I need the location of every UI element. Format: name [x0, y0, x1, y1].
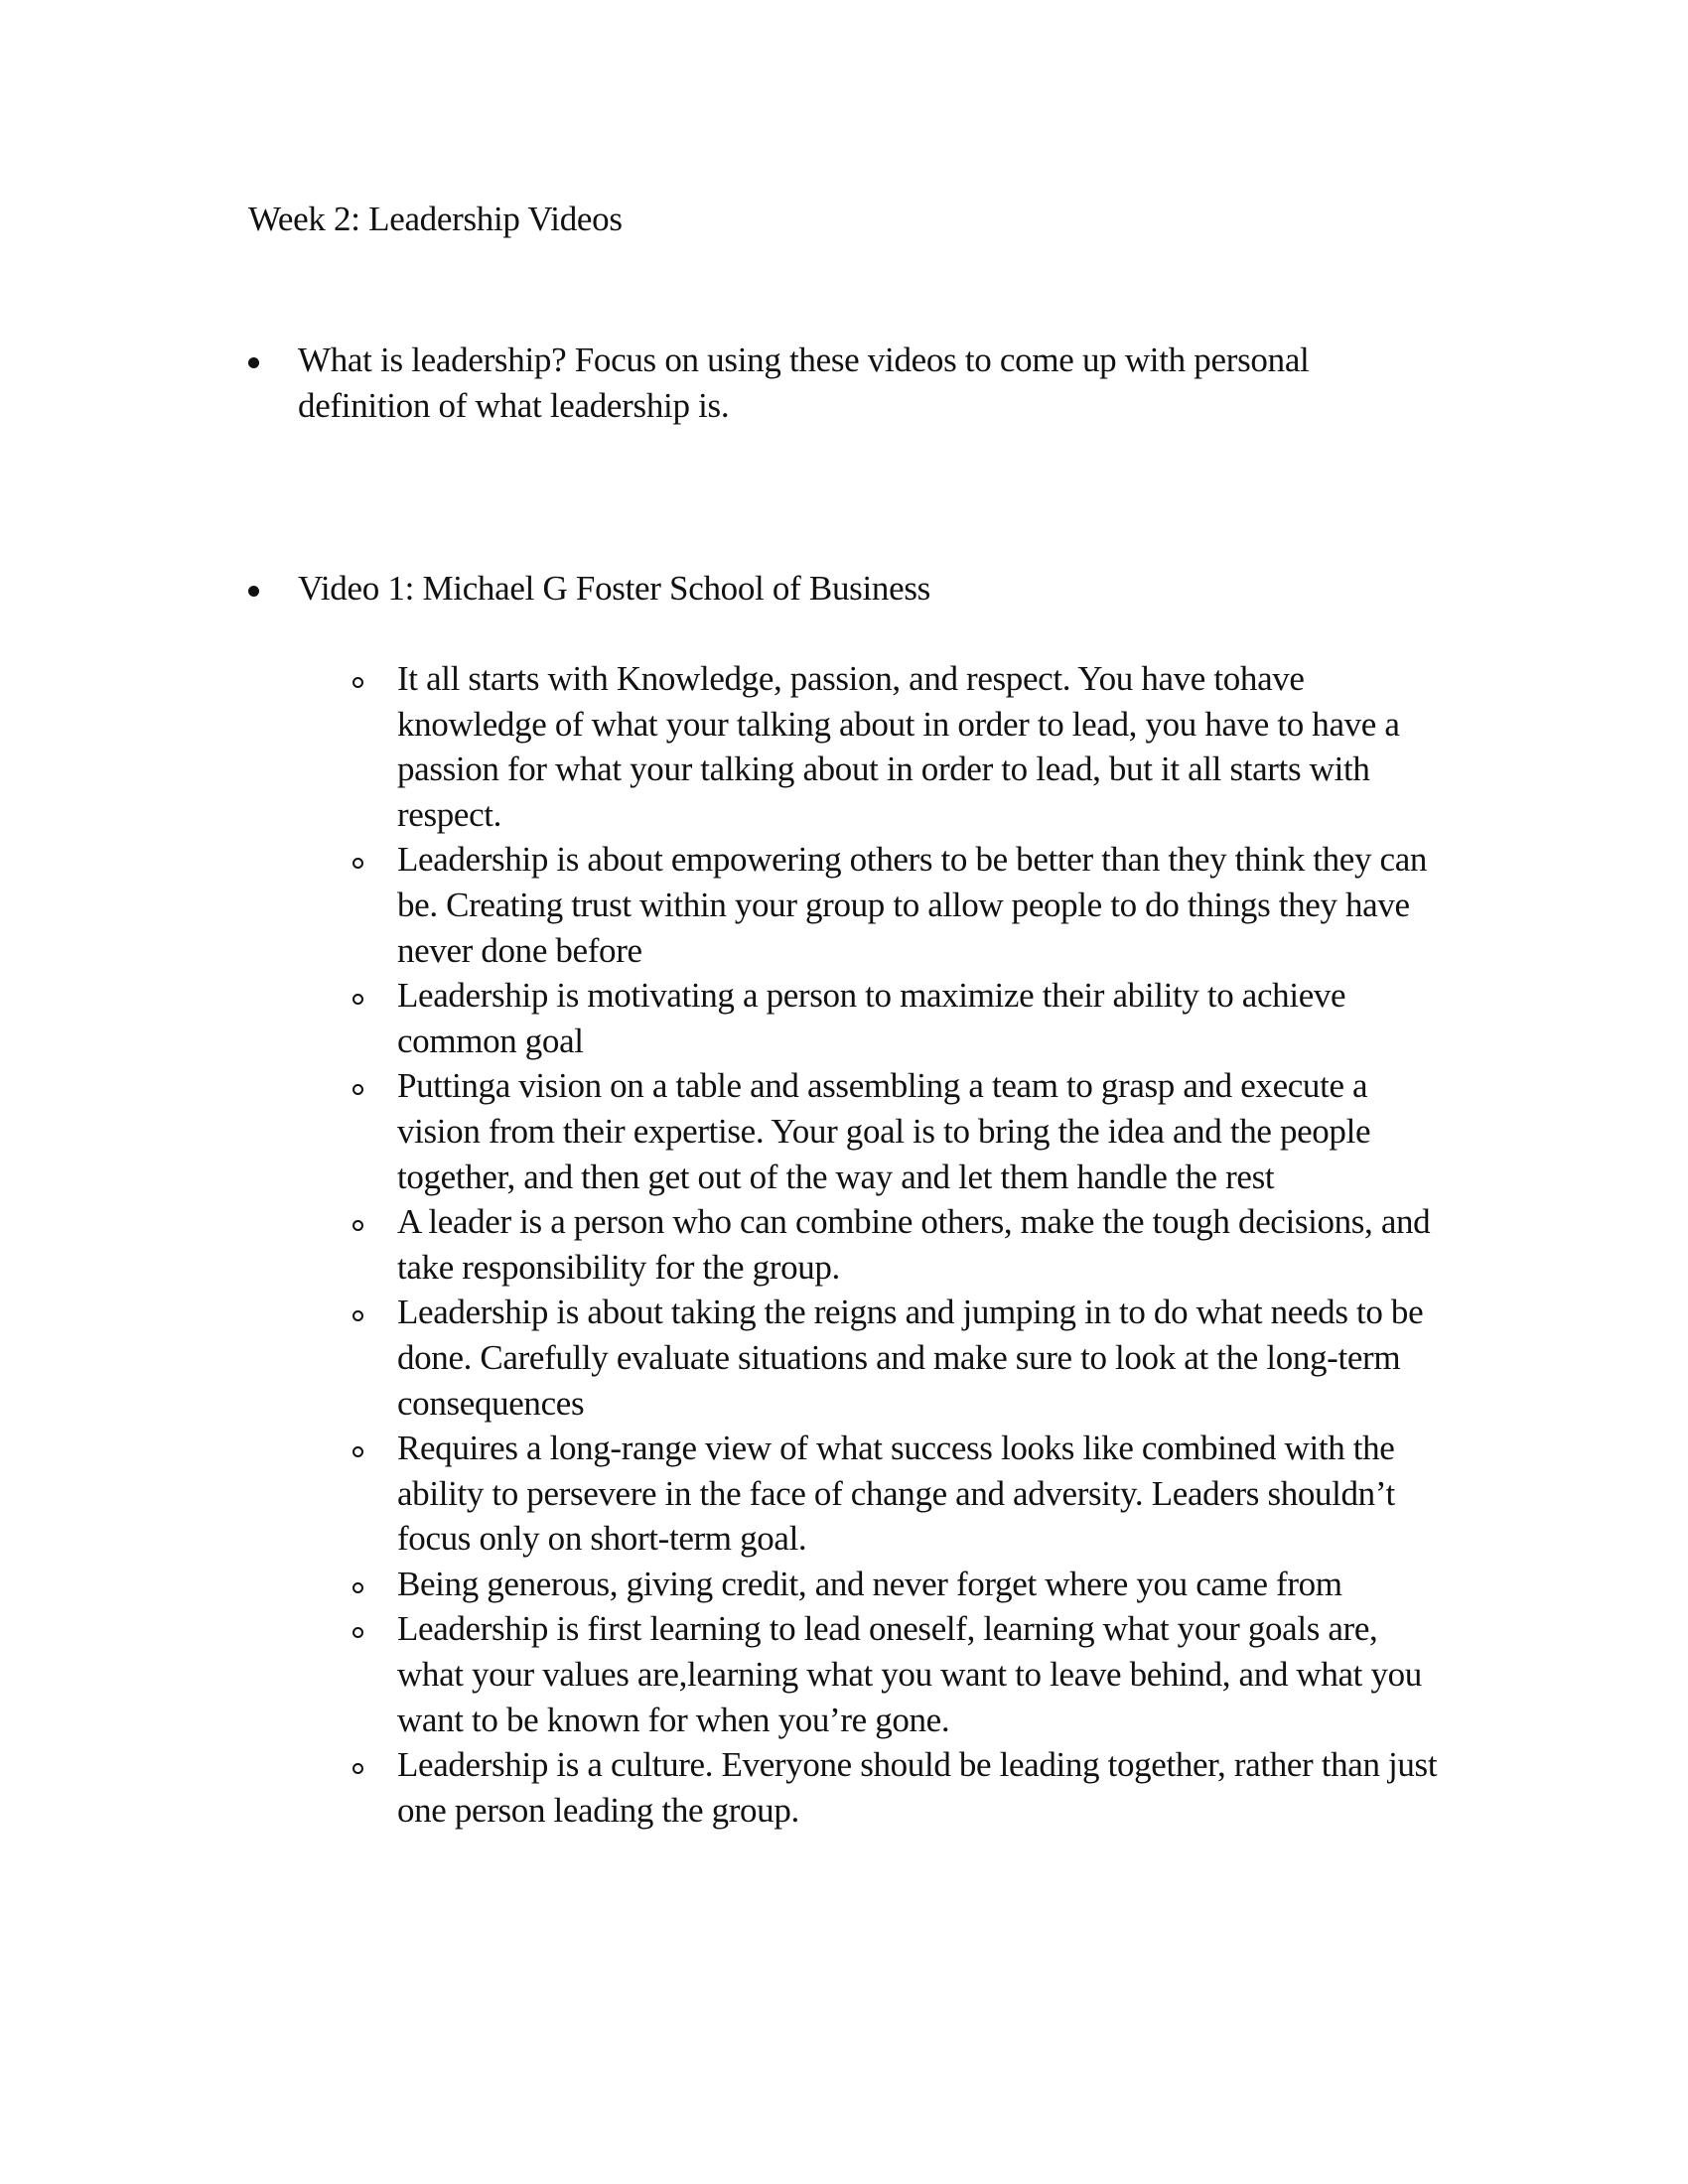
- page-title: Week 2: Leadership Videos: [248, 200, 623, 238]
- hollow-bullet-icon: [352, 1582, 363, 1593]
- hollow-bullet-icon: [352, 677, 363, 688]
- hollow-bullet-icon: [352, 1084, 363, 1095]
- hollow-bullet-icon: [352, 1627, 363, 1638]
- video-1-notes-list: [348, 656, 1450, 1833]
- list-item: [348, 1063, 1450, 1199]
- list-item: [348, 1199, 1450, 1290]
- hollow-bullet-icon: [352, 1446, 363, 1457]
- bullet-icon: [248, 357, 259, 368]
- list-item: [348, 656, 1450, 837]
- bullet-item-video-1: [248, 566, 1440, 612]
- list-item-text: Leadership is a culture. Everyone should be leading together, rather than just one person leading the group.: [397, 1745, 1438, 1830]
- bullet-text: What is leadership? Focus on using these videos to come up with personal definition of what leadership is.: [298, 341, 1310, 425]
- hollow-bullet-icon: [352, 858, 363, 869]
- list-item-text: A leader is a person who can combine others, make the tough decisions, and take responsibility for the group.: [397, 1202, 1431, 1287]
- list-item-text: Puttinga vision on a table and assembling a team to grasp and execute a vision from their expertise. Your goal is to bring the idea and the people together, and then get out of the way and let them handle the rest: [397, 1066, 1371, 1196]
- hollow-bullet-icon: [352, 994, 363, 1005]
- hollow-bullet-icon: [352, 1220, 363, 1231]
- list-item-text: Leadership is about taking the reigns and jumping in to do what needs to be done. Carefully evaluate situations and make sure to look at the long-term consequences: [397, 1293, 1424, 1423]
- bullet-text: Video 1: Michael G Foster School of Business: [298, 569, 931, 608]
- list-item: [348, 837, 1450, 973]
- hollow-bullet-icon: [352, 1310, 363, 1321]
- bullet-item-question: [248, 338, 1440, 428]
- list-item-text: Leadership is first learning to lead oneself, learning what your goals are, what your values are,learning what you want to leave behind, and what you want to be known for when you’re gone.: [397, 1609, 1422, 1739]
- list-item-text: Leadership is motivating a person to maximize their ability to achieve common goal: [397, 976, 1346, 1060]
- list-item: [348, 1606, 1450, 1742]
- list-item: [348, 1742, 1450, 1833]
- list-item-text: It all starts with Knowledge, passion, and respect. You have tohave knowledge of what your talking about in order to lead, you have to have a passion for what your talking about in order to lead, but it all starts with respect.: [397, 659, 1400, 834]
- list-item-text: Requires a long-range view of what success looks like combined with the ability to persevere in the face of change and adversity. Leaders shouldn’t focus only on short-term goal.: [397, 1429, 1395, 1559]
- list-item: [348, 973, 1450, 1063]
- hollow-bullet-icon: [352, 1763, 363, 1774]
- list-item: [348, 1562, 1450, 1607]
- list-item-text: Leadership is about empowering others to be better than they think they can be. Creating trust within your group to allow people to do things they have never done before: [397, 840, 1428, 970]
- list-item: [348, 1426, 1450, 1562]
- list-item-text: Being generous, giving credit, and never forget where you came from: [397, 1564, 1342, 1603]
- bullet-icon: [248, 586, 259, 597]
- list-item: [348, 1290, 1450, 1426]
